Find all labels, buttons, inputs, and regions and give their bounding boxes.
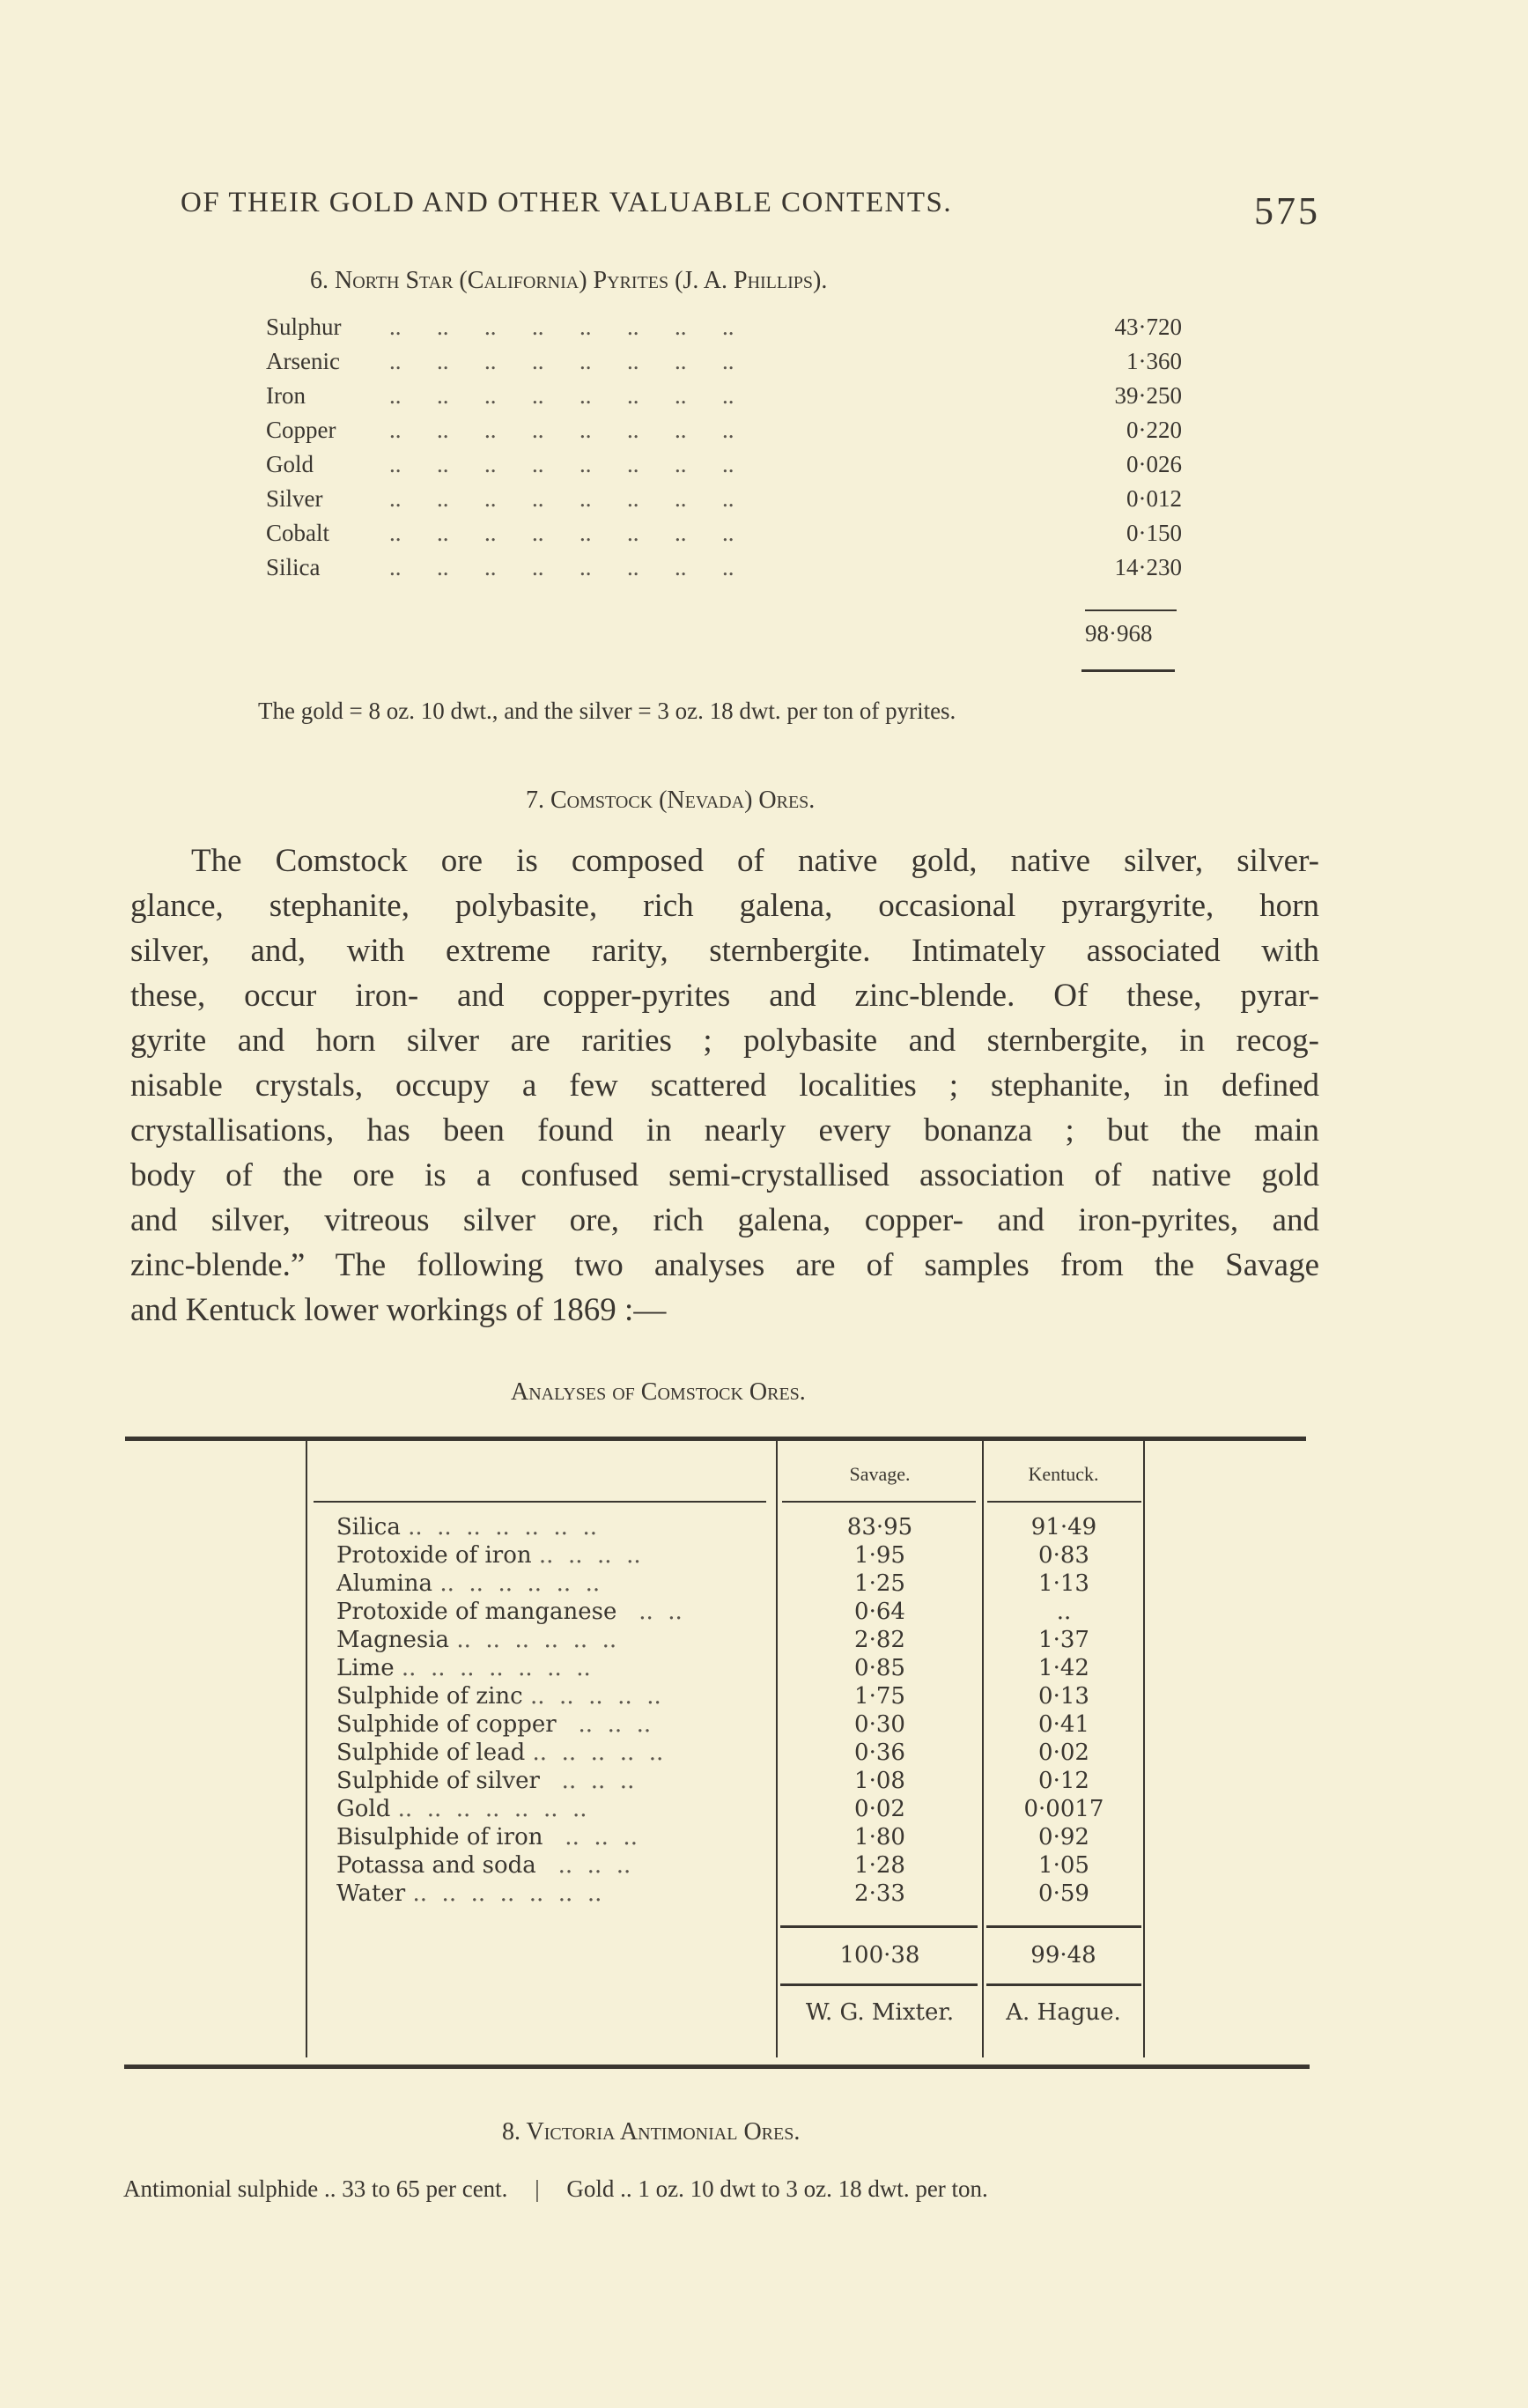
north-star-note: The gold = 8 oz. 10 dwt., and the silver = 3 oz. 18 dwt. per ton of pyrites. xyxy=(258,698,956,724)
dot-leader: .. .. .. .. .. .. .. .. xyxy=(389,417,734,443)
element-label: Sulphur xyxy=(266,314,342,340)
compound-label: Sulphide of lead xyxy=(336,1740,526,1766)
dot-leader: .. .. .. .. .. .. .. .. xyxy=(389,348,734,374)
element-value: 39·250 xyxy=(1114,382,1182,409)
sum-rule-top xyxy=(1085,609,1177,611)
kentuck-value: 0·83 xyxy=(1038,1542,1089,1569)
paragraph-line: zinc-blende.” The following two analyses are of samples from the Savage xyxy=(130,1247,1319,1283)
element-value: 0·150 xyxy=(1126,520,1182,546)
table-row xyxy=(266,382,1182,417)
kentuck-value: 1·05 xyxy=(1038,1852,1089,1879)
paragraph-line: these, occur iron- and copper-pyrites and zinc-blende. Of these, pyrar- xyxy=(130,978,1319,1014)
table-row xyxy=(336,1880,1147,1909)
section-6-title: 6. North Star (California) Pyrites (J. A. Phillips). xyxy=(310,267,828,294)
kentuck-value: 1·37 xyxy=(1038,1627,1089,1653)
dot-leader: .. .. .. .. .. .. .. xyxy=(408,1514,597,1540)
dot-leader: .. .. .. .. .. .. .. .. xyxy=(389,382,734,409)
victoria-summary xyxy=(123,2175,988,2203)
analyst-rule-kentuck xyxy=(986,1983,1141,1986)
table-row xyxy=(266,417,1182,451)
table-row xyxy=(336,1542,1147,1570)
north-star-table xyxy=(266,314,1182,588)
header-underline-savage xyxy=(782,1501,976,1503)
table-row xyxy=(336,1683,1147,1711)
dot-leader: .. .. .. .. .. .. .. .. xyxy=(389,520,734,546)
savage-value: 1·25 xyxy=(854,1570,905,1597)
savage-value: 1·75 xyxy=(854,1683,905,1710)
gold-item: Gold .. 1 oz. 10 dwt to 3 oz. 18 dwt. per ton. xyxy=(566,2175,988,2202)
paragraph-line: body of the ore is a confused semi-crystallised association of native gold xyxy=(130,1157,1319,1193)
dot-leader: .. .. .. .. .. .. .. .. xyxy=(389,314,734,340)
kentuck-value: 0·59 xyxy=(1038,1880,1089,1907)
analyses-table-title: Analyses of Comstock Ores. xyxy=(511,1378,806,1406)
header-underline-kentuck xyxy=(987,1501,1141,1503)
column-header-savage: Savage. xyxy=(849,1463,911,1485)
compound-label: Alumina xyxy=(336,1570,433,1597)
table-row xyxy=(336,1768,1147,1796)
table-row xyxy=(336,1655,1147,1683)
compound-label: Magnesia xyxy=(336,1627,450,1653)
savage-total: 100·38 xyxy=(839,1942,920,1969)
header-underline-label xyxy=(314,1501,766,1503)
savage-value: 1·95 xyxy=(854,1542,905,1569)
table-row xyxy=(266,451,1182,485)
dot-leader: .. .. .. xyxy=(550,1824,638,1850)
paragraph-line: glance, stephanite, polybasite, rich galena, occasional pyrargyrite, horn xyxy=(130,888,1319,924)
table-row xyxy=(336,1824,1147,1852)
dot-leader: .. .. .. .. .. .. .. .. xyxy=(389,485,734,512)
savage-value: 0·02 xyxy=(854,1796,905,1822)
column-separator: | xyxy=(535,2175,540,2202)
kentuck-value: .. xyxy=(1056,1599,1072,1625)
page-number: 575 xyxy=(1254,189,1320,233)
savage-value: 1·80 xyxy=(854,1824,905,1850)
dot-leader: .. .. .. xyxy=(543,1852,631,1879)
kentuck-total: 99·48 xyxy=(1030,1942,1096,1969)
table-row xyxy=(336,1570,1147,1599)
table-row xyxy=(336,1852,1147,1880)
compound-label: Lime xyxy=(336,1655,395,1681)
savage-value: 0·30 xyxy=(854,1711,905,1738)
paragraph-line: and silver, vitreous silver ore, rich galena, copper- and iron-pyrites, and xyxy=(130,1202,1319,1238)
section-8-title: 8. Victoria Antimonial Ores. xyxy=(502,2118,801,2146)
kentuck-value: 0·0017 xyxy=(1023,1796,1104,1822)
dot-leader: .. .. .. .. .. xyxy=(530,1683,661,1710)
kentuck-value: 0·02 xyxy=(1038,1740,1089,1766)
table-row xyxy=(266,554,1182,588)
element-label: Silica xyxy=(266,554,321,580)
compound-label: Protoxide of manganese xyxy=(336,1599,617,1625)
element-value: 0·220 xyxy=(1126,417,1182,443)
savage-value: 0·36 xyxy=(854,1740,905,1766)
table-bottom-rule xyxy=(124,2065,1310,2069)
totals-rule-savage xyxy=(780,1925,978,1928)
paragraph-line: and Kentuck lower workings of 1869 :— xyxy=(130,1292,667,1328)
dot-leader: .. .. .. .. .. .. .. xyxy=(412,1880,602,1907)
dot-leader: .. .. .. .. .. .. .. .. xyxy=(389,451,734,477)
compound-label: Sulphide of zinc xyxy=(336,1683,523,1710)
compound-label: Protoxide of iron xyxy=(336,1542,532,1569)
compound-label: Sulphide of copper xyxy=(336,1711,557,1738)
dot-leader: .. .. .. .. .. .. .. xyxy=(397,1796,587,1822)
dot-leader: .. .. xyxy=(624,1599,683,1625)
dot-leader: .. .. .. xyxy=(547,1768,635,1794)
savage-value: 0·64 xyxy=(854,1599,905,1625)
element-label: Silver xyxy=(266,485,323,512)
kentuck-value: 1·42 xyxy=(1038,1655,1089,1681)
element-value: 14·230 xyxy=(1114,554,1182,580)
sum-rule-bottom xyxy=(1081,669,1175,672)
dot-leader: .. .. .. .. .. .. .. .. xyxy=(389,554,734,580)
table-row xyxy=(336,1796,1147,1824)
running-head: OF THEIR GOLD AND OTHER VALUABLE CONTENTS. xyxy=(181,187,953,218)
table-row xyxy=(266,348,1182,382)
savage-value: 2·33 xyxy=(854,1880,905,1907)
element-label: Copper xyxy=(266,417,336,443)
table-left-border xyxy=(306,1441,307,2057)
element-value: 0·012 xyxy=(1126,485,1182,512)
antimonial-sulphide-item: Antimonial sulphide .. 33 to 65 per cent. xyxy=(123,2175,508,2202)
dot-leader: .. .. .. xyxy=(564,1711,652,1738)
dot-leader: .. .. .. .. .. .. .. xyxy=(401,1655,591,1681)
compound-label: Sulphide of silver xyxy=(336,1768,540,1794)
savage-analyst: W. G. Mixter. xyxy=(805,1999,955,2026)
compound-label: Bisulphide of iron xyxy=(336,1824,543,1850)
savage-value: 83·95 xyxy=(846,1514,913,1540)
dot-leader: .. .. .. .. xyxy=(538,1542,641,1569)
table-row xyxy=(266,314,1182,348)
paragraph-line: crystallisations, has been found in nearly every bonanza ; but the main xyxy=(130,1112,1319,1149)
element-label: Gold xyxy=(266,451,314,477)
savage-value: 2·82 xyxy=(854,1627,905,1653)
paragraph-line: The Comstock ore is composed of native gold, native silver, silver- xyxy=(191,843,1319,879)
kentuck-value: 0·92 xyxy=(1038,1824,1089,1850)
table-row xyxy=(336,1599,1147,1627)
dot-leader: .. .. .. .. .. .. xyxy=(439,1570,601,1597)
savage-value: 0·85 xyxy=(854,1655,905,1681)
kentuck-value: 1·13 xyxy=(1038,1570,1089,1597)
savage-value: 1·28 xyxy=(854,1852,905,1879)
table-row xyxy=(266,485,1182,520)
section-7-title: 7. Comstock (Nevada) Ores. xyxy=(526,787,816,814)
compound-label: Water xyxy=(336,1880,406,1907)
kentuck-value: 0·12 xyxy=(1038,1768,1089,1794)
analyst-rule-savage xyxy=(780,1983,978,1986)
compound-label: Silica xyxy=(336,1514,401,1540)
element-value: 0·026 xyxy=(1126,451,1182,477)
comstock-paragraph xyxy=(130,838,1319,1333)
kentuck-value: 0·13 xyxy=(1038,1683,1089,1710)
element-label: Arsenic xyxy=(266,348,340,374)
element-label: Iron xyxy=(266,382,306,409)
table-row xyxy=(336,1627,1147,1655)
element-value: 43·720 xyxy=(1114,314,1182,340)
kentuck-value: 91·49 xyxy=(1030,1514,1097,1540)
paragraph-line: silver, and, with extreme rarity, sternbergite. Intimately associated with xyxy=(130,933,1319,969)
totals-rule-kentuck xyxy=(986,1925,1141,1928)
table-row xyxy=(336,1711,1147,1740)
paragraph-line: nisable crystals, occupy a few scattered localities ; stephanite, in defined xyxy=(130,1067,1319,1104)
compound-label: Gold xyxy=(336,1796,391,1822)
table-row xyxy=(336,1740,1147,1768)
compound-label: Potassa and soda xyxy=(336,1852,536,1879)
savage-value: 1·08 xyxy=(854,1768,905,1794)
table-top-rule xyxy=(125,1437,1306,1441)
dot-leader: .. .. .. .. .. .. xyxy=(456,1627,617,1653)
paragraph-line: gyrite and horn silver are rarities ; polybasite and sternbergite, in recog- xyxy=(130,1023,1319,1059)
table-row xyxy=(336,1514,1147,1542)
north-star-total: 98·968 xyxy=(1085,620,1153,646)
element-label: Cobalt xyxy=(266,520,329,546)
dot-leader: .. .. .. .. .. xyxy=(532,1740,664,1766)
kentuck-value: 0·41 xyxy=(1038,1711,1089,1738)
column-header-kentuck: Kentuck. xyxy=(1028,1463,1099,1485)
kentuck-analyst: A. Hague. xyxy=(1006,1999,1121,2026)
table-row xyxy=(266,520,1182,554)
element-value: 1·360 xyxy=(1126,348,1182,374)
